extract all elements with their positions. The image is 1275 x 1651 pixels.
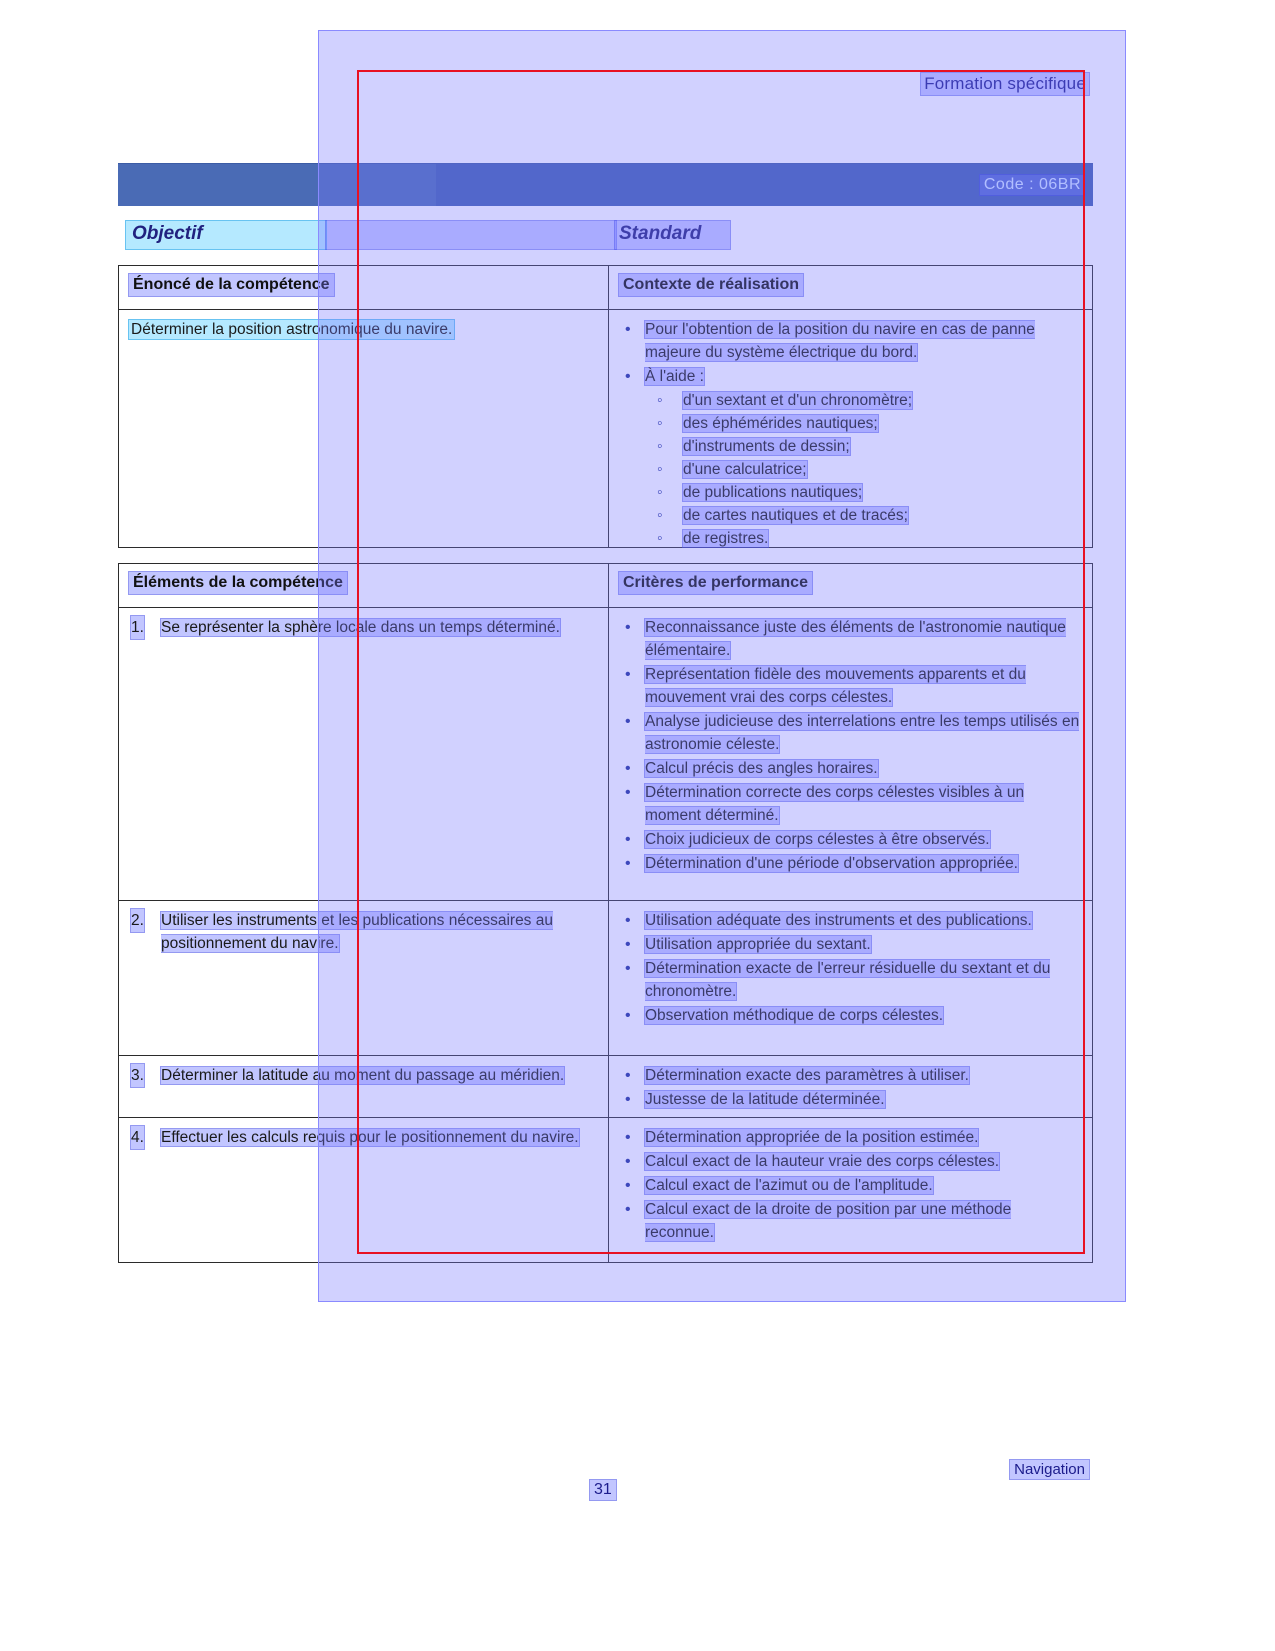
list-item: • Calcul exact de la droite de position par une méthode reconnue.	[619, 1198, 1082, 1244]
table-competence-header-row	[119, 266, 1092, 310]
element-cell	[119, 608, 609, 900]
list-item: • À l'aide :	[619, 365, 1082, 388]
table-row	[119, 901, 1092, 1056]
code-band	[118, 163, 1093, 206]
header-cell-contexte	[609, 266, 1092, 309]
criteres-performance-heading: Critères de performance	[619, 572, 812, 594]
list-item: • Analyse judicieuse des interrelations entre les temps utilisés en astronomie céleste.	[619, 710, 1082, 756]
list-item: ◦ d'une calculatrice;	[653, 458, 1082, 481]
list-item: • Calcul exact de l'azimut ou de l'amplitude.	[619, 1174, 1082, 1197]
objectif-standard-row	[118, 221, 1093, 251]
criteria-list	[619, 616, 1082, 875]
list-item: • Détermination correcte des corps célestes visibles à un moment déterminé.	[619, 781, 1082, 827]
contexte-sub-list	[619, 389, 1082, 550]
list-item: • Utilisation adéquate des instruments et des publications.	[619, 909, 1082, 932]
table-elements-header-row	[119, 564, 1092, 608]
standard-label: Standard	[619, 223, 702, 244]
list-item: ◦ de publications nautiques;	[653, 481, 1082, 504]
list-item: • Représentation fidèle des mouvements apparents et du mouvement vrai des corps célestes.	[619, 663, 1082, 709]
header-cell-elements	[119, 564, 609, 607]
footer-section-label: Navigation	[1010, 1460, 1089, 1479]
enonce-competence-heading: Énoncé de la compétence	[129, 274, 334, 296]
list-item: ◦ de registres.	[653, 527, 1082, 550]
list-item: • Détermination appropriée de la position estimée.	[619, 1126, 1082, 1149]
cell-enonce-text	[119, 310, 609, 548]
list-item: • Justesse de la latitude déterminée.	[619, 1088, 1082, 1111]
list-item: • Détermination d'une période d'observation appropriée.	[619, 852, 1082, 875]
list-item: 3. Déterminer la latitude au moment du passage au méridien.	[129, 1064, 598, 1087]
table-row	[119, 1056, 1092, 1118]
elements-competence-heading: Éléments de la compétence	[129, 572, 347, 594]
criteria-list	[619, 1064, 1082, 1111]
contexte-realisation-heading: Contexte de réalisation	[619, 274, 803, 296]
list-item: ◦ d'un sextant et d'un chronomètre;	[653, 389, 1082, 412]
table-row	[119, 1118, 1092, 1263]
criteria-cell	[609, 608, 1092, 900]
criteria-cell	[609, 1118, 1092, 1263]
table-row	[119, 608, 1092, 901]
element-cell	[119, 1118, 609, 1263]
page-number: 31	[590, 1480, 616, 1500]
header-cell-criteres	[609, 564, 1092, 607]
element-cell	[119, 1056, 609, 1117]
list-item: • Détermination exacte de l'erreur résiduelle du sextant et du chronomètre.	[619, 957, 1082, 1003]
list-item: 4. Effectuer les calculs requis pour le positionnement du navire.	[129, 1126, 598, 1149]
criteria-list	[619, 909, 1082, 1027]
objectif-highlight-bar-2	[326, 221, 616, 249]
table-competence-body-row	[119, 310, 1092, 548]
list-item: • Calcul précis des angles horaires.	[619, 757, 1082, 780]
list-item: ◦ des éphémérides nautiques;	[653, 412, 1082, 435]
list-item: • Pour l'obtention de la position du navire en cas de panne majeure du système électrique du bord.	[619, 318, 1082, 364]
criteria-list	[619, 1126, 1082, 1244]
list-item: 2. Utiliser les instruments et les publications nécessaires au positionnement du navire.	[129, 909, 598, 955]
list-item: • Observation méthodique de corps célestes.	[619, 1004, 1082, 1027]
list-item: • Choix judicieux de corps célestes à être observés.	[619, 828, 1082, 851]
criteria-cell	[609, 1056, 1092, 1117]
table-competence	[118, 265, 1093, 548]
cell-contexte-list	[609, 310, 1092, 548]
code-value	[980, 175, 1085, 195]
code-label: Code :	[983, 176, 1035, 193]
header-cell-enonce	[119, 266, 609, 309]
element-cell	[119, 901, 609, 1055]
list-item: • Utilisation appropriée du sextant.	[619, 933, 1082, 956]
table-elements	[118, 563, 1093, 1263]
list-item: 1. Se représenter la sphère locale dans un temps déterminé.	[129, 616, 598, 639]
list-item: • Calcul exact de la hauteur vraie des corps célestes.	[619, 1150, 1082, 1173]
criteria-cell	[609, 901, 1092, 1055]
contexte-bullet-list	[619, 318, 1082, 388]
list-item: ◦ d'instruments de dessin;	[653, 435, 1082, 458]
enonce-text: Déterminer la position astronomique du navire.	[131, 321, 453, 338]
objectif-label: Objectif	[132, 223, 203, 244]
code-number: 06BR	[1038, 176, 1081, 193]
formation-specifique-heading: Formation spécifique	[921, 73, 1089, 95]
list-item: ◦ de cartes nautiques et de tracés;	[653, 504, 1082, 527]
list-item: • Reconnaissance juste des éléments de l'astronomie nautique élémentaire.	[619, 616, 1082, 662]
list-item: • Détermination exacte des paramètres à utiliser.	[619, 1064, 1082, 1087]
